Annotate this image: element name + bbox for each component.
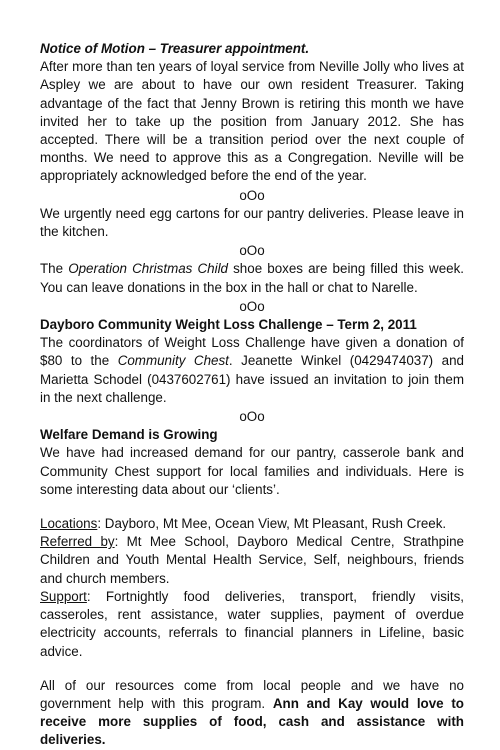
- notice-title: Notice of Motion – Treasurer appointment.: [40, 41, 310, 56]
- weight-loss-paragraph: [40, 334, 464, 407]
- support-text: : Fortnightly food deliveries, transport, friendly visits, casseroles, rent assistance, water supplies, payment of overdue electricity accounts, referrals to financial planners in Lifeline, basic advice.: [40, 588, 464, 659]
- occ-paragraph: [40, 260, 464, 296]
- welfare-intro: We have had increased demand for our pantry, casserole bank and Community Chest support for local families and individuals. Here is some interesting data about our ‘clients’.: [40, 445, 464, 497]
- separator: oOo: [239, 243, 265, 259]
- egg-cartons-text: We urgently need egg cartons for our pantry deliveries. Please leave in the kitchen.: [40, 205, 464, 240]
- support-label: Support: [40, 588, 87, 604]
- separator: oOo: [239, 298, 265, 314]
- occ-italic: Operation Christmas Child: [68, 261, 228, 277]
- occ-prefix: The: [40, 261, 69, 277]
- weight-loss-text-1: The coordinators of Weight Loss Challenge have given a donation of $80 to the: [40, 335, 464, 369]
- referred-text: : Mt Mee School, Dayboro Medical Centre, Strathpine Children and Youth Mental Health Service, Self, neighbours, friends and church members.: [40, 534, 465, 586]
- spacer: [40, 499, 464, 515]
- locations-text: : Dayboro, Mt Mee, Ocean View, Mt Pleasant, Rush Creek.: [97, 516, 447, 532]
- separator: oOo: [239, 409, 265, 425]
- support-paragraph: [40, 588, 464, 661]
- welfare-heading: Welfare Demand is Growing: [40, 427, 218, 443]
- weight-loss-heading: Dayboro Community Weight Loss Challenge – Term 2, 2011: [40, 317, 417, 333]
- notice-body: After more than ten years of loyal service from Neville Jolly who lives at Aspley we are about to have our own resident Treasurer. Taking advantage of the fact that Jenny Brown is retiring this month we have invited her to take up the position from January 2012. She has accepted. There will be a transition period over the next couple of months. We need to approve this as a Congregation. Neville will be appropriately acknowledged before the end of the year.: [40, 59, 464, 184]
- occ-suffix: shoe boxes are being filled this week. You can leave donations in the box in the hall or chat to Narelle.: [40, 261, 464, 295]
- referred-label: Referred by: [40, 534, 115, 550]
- locations-label: Locations: [40, 516, 98, 532]
- referred-paragraph: [40, 533, 464, 588]
- weight-loss-text-2: . Jeanette Winkel (0429474037) and Marietta Schodel (0437602761) have issued an invitation to join them in the next challenge.: [40, 353, 464, 405]
- separator: oOo: [239, 187, 265, 203]
- locations-paragraph: [40, 515, 464, 533]
- spacer: [40, 661, 464, 677]
- resources-paragraph: [40, 677, 464, 750]
- weight-loss-italic: Community Chest: [117, 353, 229, 369]
- resources-text: All of our resources come from local people and we have no government help with this program.: [40, 677, 464, 711]
- resources-bold: Ann and Kay would love to receive more supplies of food, cash and assistance with deliveries.: [40, 695, 464, 748]
